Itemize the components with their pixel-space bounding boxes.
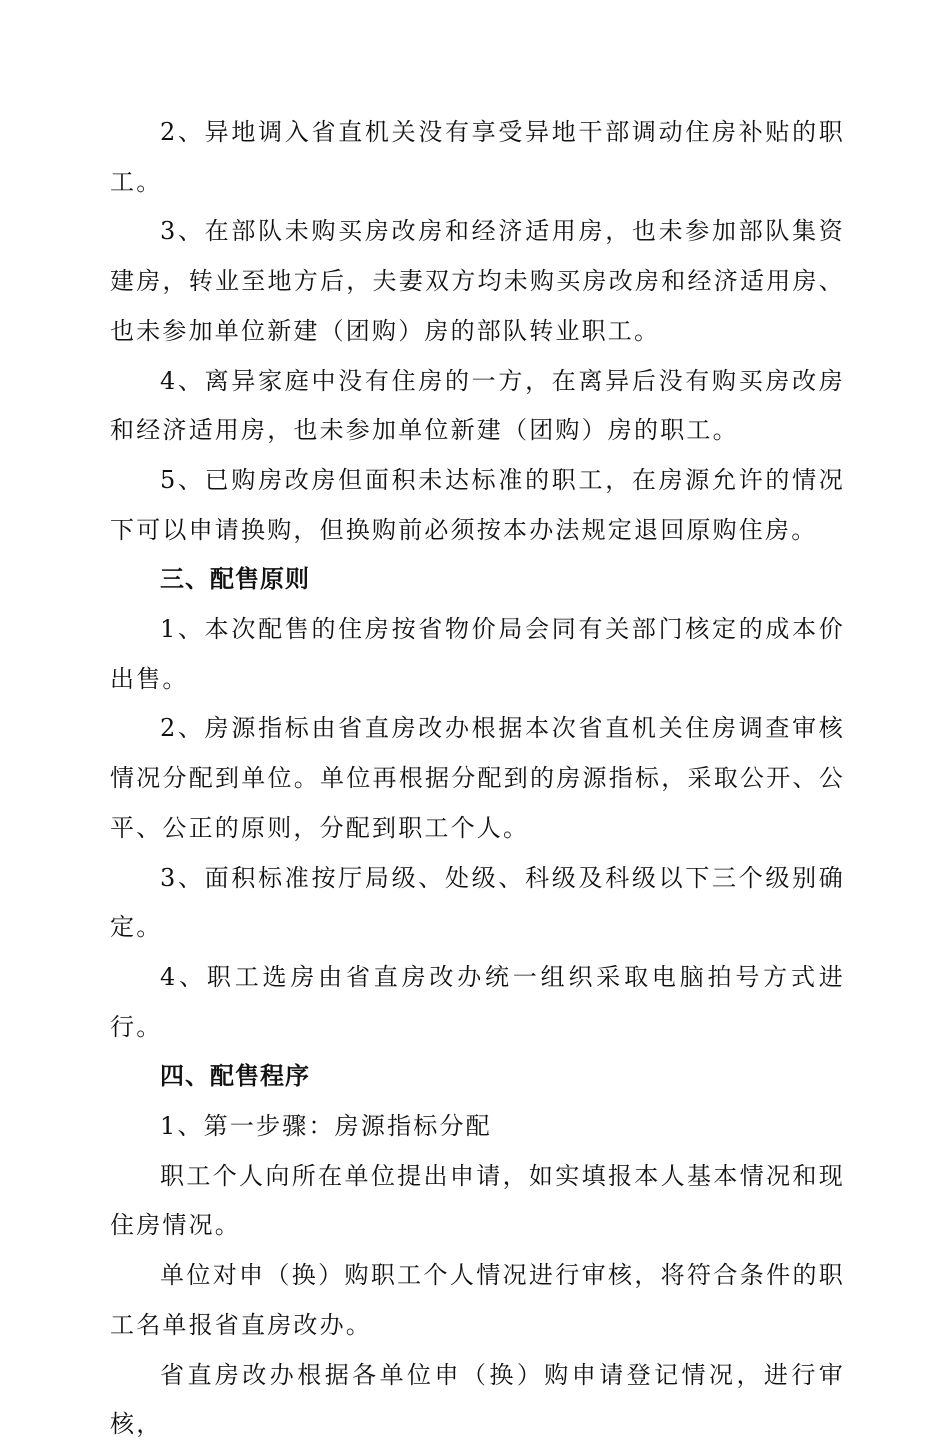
paragraph-step-1: 1、第一步骤：房源指标分配	[160, 1112, 492, 1141]
document-page	[110, 108, 845, 1450]
section-heading-procedure: 四、配售程序	[160, 1062, 310, 1091]
paragraph-step-1-office: 省直房改办根据各单位申（换）购申请登记情况，进行审核，	[110, 1360, 845, 1439]
paragraph-principle-2: 2、房源指标由省直房改办根据本次省直机关住房调查审核情况分配到单位。单位再根据分配到的房源指标，采取公开、公平、公正的原则，分配到职工个人。	[110, 714, 845, 842]
paragraph-item-4: 4、离异家庭中没有住房的一方，在离异后没有购买房改房和经济适用房，也未参加单位新建（团购）房的职工。	[110, 366, 845, 445]
paragraph-item-3: 3、在部队未购买房改房和经济适用房，也未参加部队集资建房，转业至地方后，夫妻双方均未购买房改房和经济适用房、也未参加单位新建（团购）房的部队转业职工。	[110, 217, 845, 345]
paragraph-principle-3: 3、面积标准按厅局级、处级、科级及科级以下三个级别确定。	[110, 863, 845, 942]
section-heading-principles: 三、配售原则	[160, 565, 310, 594]
paragraph-item-2: 2、异地调入省直机关没有享受异地干部调动住房补贴的职工。	[110, 118, 845, 196]
paragraph-step-1-review: 单位对申（换）购职工个人情况进行审核，将符合条件的职工名单报省直房改办。	[110, 1261, 845, 1339]
paragraph-principle-1: 1、本次配售的住房按省物价局会同有关部门核定的成本价出售。	[110, 615, 845, 693]
paragraph-item-5: 5、已购房改房但面积未达标准的职工，在房源允许的情况下可以申请换购，但换购前必须按本办法规定退回原购住房。	[110, 465, 845, 544]
paragraph-step-1-apply: 职工个人向所在单位提出申请，如实填报本人基本情况和现住房情况。	[110, 1161, 845, 1240]
paragraph-principle-4: 4、职工选房由省直房改办统一组织采取电脑拍号方式进行。	[110, 962, 845, 1041]
